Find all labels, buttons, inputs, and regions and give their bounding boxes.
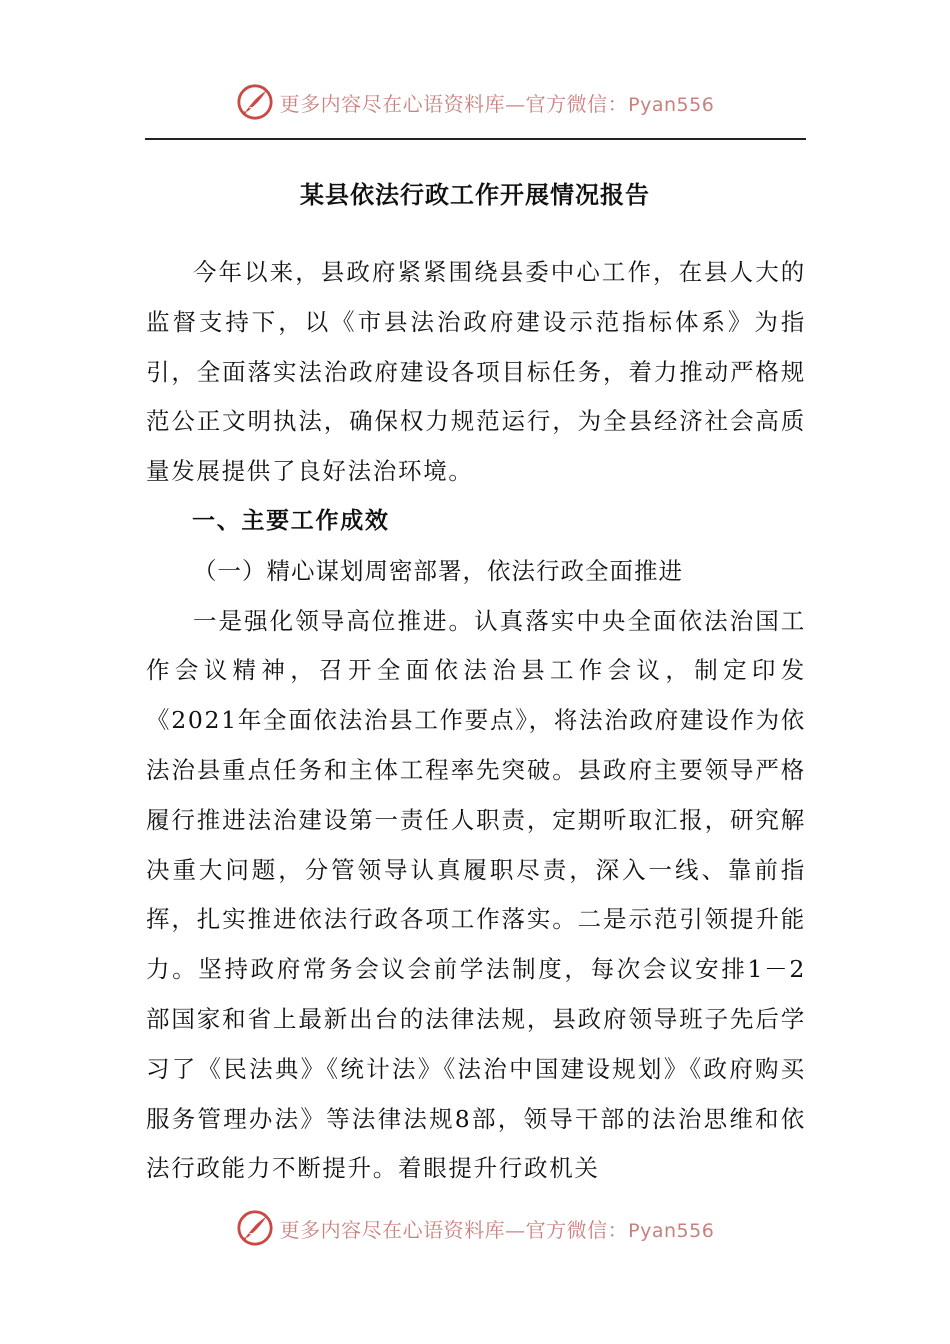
quill-pen-logo-icon [236, 1209, 274, 1247]
banner-wechat-id: Pyan556 [628, 1219, 715, 1242]
subsection-heading: （一）精心谋划周密部署，依法行政全面推进 [193, 556, 683, 585]
body-paragraph: 一是强化领导高位推进。认真落实中央全面依法治国工作会议精神，召开全面依法治县工作会议，制定印发《2021年全面依法治县工作要点》，将法治政府建设作为依法治县重点任务和主体工程率先突破。县政府主要领导严格履行推进法治建设第一责任人职责，定期听取汇报，研究解决重大问题，分管领导认真履职尽责，深入一线、靠前指挥，扎实推进依法行政各项工作落实。二是示范引领提升能力。坚持政府常务会议会前学法制度，每次会议安排1－2部国家和省上最新出台的法律法规，县政府领导班子先后学习了《民法典》《统计法》《法治中国建设规划》《政府购买服务管理办法》等法律法规8部，领导干部的法治思维和依法行政能力不断提升。着眼提升行政机关 [146, 606, 806, 1183]
intro-paragraph: 今年以来，县政府紧紧围绕县委中心工作，在县人大的监督支持下，以《市县法治政府建设示范指标体系》为指引，全面落实法治政府建设各项目标任务，着力推动严格规范公正文明执法，确保权力规范运行，为全县经济社会高质量发展提供了良好法治环境。 [146, 258, 806, 486]
document-body [146, 248, 806, 1194]
quill-pen-logo-icon [236, 83, 274, 121]
banner-wechat-id: Pyan556 [628, 93, 715, 116]
document-title: 某县依法行政工作开展情况报告 [300, 180, 650, 209]
section-heading: 一、主要工作成效 [192, 507, 390, 534]
top-banner [0, 82, 950, 122]
banner-text: 更多内容尽在心语资料库—官方微信：Pyan556 [279, 91, 715, 116]
header-rule [145, 138, 806, 140]
bottom-banner [0, 1208, 950, 1248]
banner-text: 更多内容尽在心语资料库—官方微信：Pyan556 [279, 1217, 715, 1242]
